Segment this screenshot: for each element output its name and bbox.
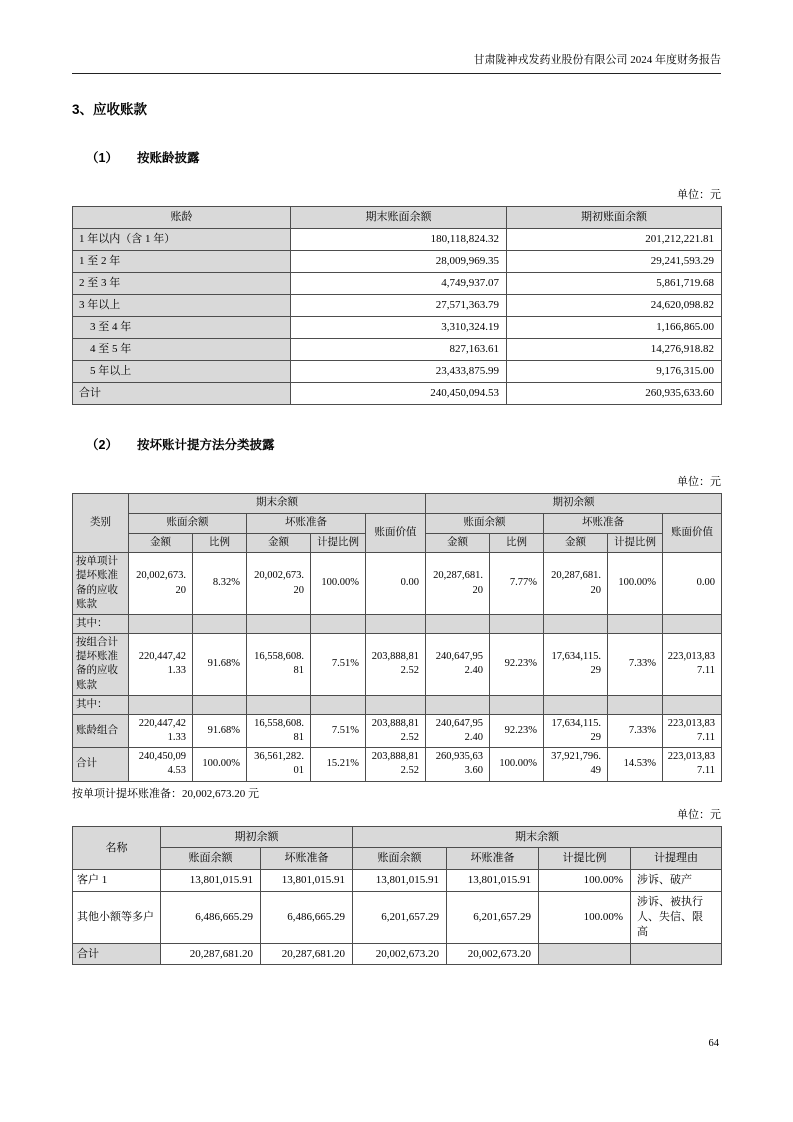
name-header-cell: 名称 (73, 826, 161, 870)
ratio-header-cell: 比例 (490, 534, 544, 553)
bad-debt-header-cell: 坏账准备 (544, 514, 663, 534)
empty-cell (663, 614, 722, 633)
amount-cell: 240,450,094.53 (291, 383, 507, 405)
amount-cell: 13,801,015.91 (353, 870, 447, 892)
row-label-cell: 按单项计提坏账准备的应收账款 (73, 553, 129, 615)
empty-cell (193, 614, 247, 633)
amount-cell: 6,201,657.29 (447, 892, 539, 944)
ratio-cell: 92.23% (490, 714, 544, 747)
table-row (73, 339, 722, 361)
section-title: 3、应收账款 (72, 102, 148, 117)
empty-cell (631, 943, 722, 965)
ratio-cell: 7.77% (490, 553, 544, 615)
amount-cell: 6,486,665.29 (261, 892, 353, 944)
amount-cell: 24,620,098.82 (507, 295, 722, 317)
subsection-method-label: 按坏账计提方法分类披露 (136, 438, 275, 452)
amount-cell: 3,310,324.19 (291, 317, 507, 339)
provision-ratio-header-cell: 计提比例 (311, 534, 366, 553)
empty-cell (129, 614, 193, 633)
amount-cell: 20,002,673.20 (247, 553, 311, 615)
aging-table (72, 206, 722, 405)
subtotal-divider-row (73, 695, 722, 714)
beginning-balance-header-cell: 期初账面余额 (507, 207, 722, 229)
book-value-cell: 223,013,837.11 (663, 748, 722, 781)
amount-cell: 4,749,937.07 (291, 273, 507, 295)
table-row (73, 634, 722, 696)
amount-cell: 13,801,015.91 (261, 870, 353, 892)
ratio-cell: 92.23% (490, 634, 544, 696)
table-row (73, 251, 722, 273)
book-value-cell: 223,013,837.11 (663, 634, 722, 696)
table-row (73, 295, 722, 317)
ratio-cell: 15.21% (311, 748, 366, 781)
total-label-cell: 合计 (73, 943, 161, 965)
row-label-cell: 3 至 4 年 (73, 317, 291, 339)
amount-cell: 180,118,824.32 (291, 229, 507, 251)
table-header-row (73, 826, 722, 848)
table-row (73, 229, 722, 251)
ratio-cell: 8.32% (193, 553, 247, 615)
amount-cell: 23,433,875.99 (291, 361, 507, 383)
empty-cell (539, 943, 631, 965)
subsection-aging-label: 按账龄披露 (136, 151, 200, 165)
empty-cell (663, 695, 722, 714)
amount-cell: 29,241,593.29 (507, 251, 722, 273)
row-label-cell: 其中： (73, 695, 129, 714)
row-label-cell: 3 年以上 (73, 295, 291, 317)
amount-cell: 20,002,673.20 (447, 943, 539, 965)
subsection-aging-title (86, 148, 721, 166)
table-row (73, 870, 722, 892)
row-label-cell: 账龄组合 (73, 714, 129, 747)
ratio-cell: 7.51% (311, 634, 366, 696)
table-row (73, 714, 722, 747)
table-row (73, 361, 722, 383)
row-label-cell: 客户 1 (73, 870, 161, 892)
ratio-cell: 14.53% (608, 748, 663, 781)
ratio-cell: 100.00% (539, 870, 631, 892)
beginning-group-header-cell: 期初余额 (161, 826, 353, 848)
empty-cell (426, 695, 490, 714)
book-value-cell: 0.00 (663, 553, 722, 615)
row-label-cell: 按组合计提坏账准备的应收账款 (73, 634, 129, 696)
subtotal-divider-row (73, 614, 722, 633)
amount-cell: 5,861,719.68 (507, 273, 722, 295)
amount-header-cell: 金额 (247, 534, 311, 553)
table-header-row (73, 207, 722, 229)
bad-debt-header-cell: 坏账准备 (261, 848, 353, 870)
empty-cell (129, 695, 193, 714)
table-row (73, 892, 722, 944)
amount-cell: 240,647,952.40 (426, 714, 490, 747)
empty-cell (247, 614, 311, 633)
amount-cell: 37,921,796.49 (544, 748, 608, 781)
ratio-cell: 91.68% (193, 714, 247, 747)
provision-ratio-header-cell: 计提比例 (608, 534, 663, 553)
amount-header-cell: 金额 (129, 534, 193, 553)
row-label-cell: 其他小额等多户 (73, 892, 161, 944)
subsection-method-title (86, 435, 721, 453)
table-total-row (73, 943, 722, 965)
row-label-cell: 1 至 2 年 (73, 251, 291, 273)
amount-cell: 28,009,969.35 (291, 251, 507, 273)
table-header-row (73, 494, 722, 514)
amount-cell: 17,634,115.29 (544, 714, 608, 747)
category-header-cell: 类别 (73, 494, 129, 553)
ending-group-header-cell: 期末余额 (129, 494, 426, 514)
empty-cell (366, 614, 426, 633)
ratio-cell: 100.00% (193, 748, 247, 781)
amount-cell: 260,935,633.60 (507, 383, 722, 405)
provision-ratio-header-cell: 计提比例 (539, 848, 631, 870)
table-row (73, 317, 722, 339)
unit-label-1: 单位：元 (677, 189, 721, 201)
amount-cell: 6,201,657.29 (353, 892, 447, 944)
amount-cell: 220,447,421.33 (129, 634, 193, 696)
individual-provision-note: 按单项计提坏账准备：20,002,673.20 元 (72, 787, 259, 800)
book-value-header-cell: 账面价值 (366, 514, 426, 553)
amount-cell: 16,558,608.81 (247, 634, 311, 696)
row-label-cell: 1 年以内（含 1 年） (73, 229, 291, 251)
reason-cell: 涉诉、被执行人、失信、限高 (631, 892, 722, 944)
table-row (73, 273, 722, 295)
amount-header-cell: 金额 (544, 534, 608, 553)
subsection-aging-number: （1） (86, 151, 118, 165)
total-label-cell: 合计 (73, 383, 291, 405)
amount-cell: 20,002,673.20 (129, 553, 193, 615)
book-balance-header-cell: 账面余额 (161, 848, 261, 870)
empty-cell (490, 614, 544, 633)
reason-cell: 涉诉、破产 (631, 870, 722, 892)
total-label-cell: 合计 (73, 748, 129, 781)
ending-balance-header-cell: 期末账面余额 (291, 207, 507, 229)
table-header-row (73, 514, 722, 534)
book-balance-header-cell: 账面余额 (353, 848, 447, 870)
amount-cell: 13,801,015.91 (161, 870, 261, 892)
book-value-cell: 203,888,812.52 (366, 714, 426, 747)
amount-header-cell: 金额 (426, 534, 490, 553)
row-label-cell: 4 至 5 年 (73, 339, 291, 361)
book-balance-header-cell: 账面余额 (129, 514, 247, 534)
ratio-cell: 7.33% (608, 714, 663, 747)
empty-cell (544, 695, 608, 714)
empty-cell (490, 695, 544, 714)
header-rule (72, 73, 721, 74)
empty-cell (426, 614, 490, 633)
empty-cell (193, 695, 247, 714)
ratio-cell: 100.00% (311, 553, 366, 615)
amount-cell: 20,287,681.20 (544, 553, 608, 615)
amount-cell: 260,935,633.60 (426, 748, 490, 781)
row-label-cell: 其中： (73, 614, 129, 633)
amount-cell: 9,176,315.00 (507, 361, 722, 383)
amount-cell: 240,450,094.53 (129, 748, 193, 781)
amount-cell: 17,634,115.29 (544, 634, 608, 696)
empty-cell (311, 695, 366, 714)
aging-header-cell: 账龄 (73, 207, 291, 229)
empty-cell (247, 695, 311, 714)
ratio-cell: 100.00% (490, 748, 544, 781)
amount-cell: 27,571,363.79 (291, 295, 507, 317)
amount-cell: 6,486,665.29 (161, 892, 261, 944)
empty-cell (311, 614, 366, 633)
amount-cell: 201,212,221.81 (507, 229, 722, 251)
ratio-cell: 7.51% (311, 714, 366, 747)
amount-cell: 20,287,681.20 (426, 553, 490, 615)
bad-debt-header-cell: 坏账准备 (247, 514, 366, 534)
book-value-cell: 203,888,812.52 (366, 634, 426, 696)
amount-cell: 220,447,421.33 (129, 714, 193, 747)
unit-label-3: 单位：元 (677, 808, 721, 821)
book-value-cell: 203,888,812.52 (366, 748, 426, 781)
table-row (73, 553, 722, 615)
book-value-cell: 223,013,837.11 (663, 714, 722, 747)
amount-cell: 20,287,681.20 (261, 943, 353, 965)
book-balance-header-cell: 账面余额 (426, 514, 544, 534)
page-number: 64 (708, 1038, 719, 1049)
table-total-row (73, 748, 722, 781)
subsection-method-number: （2） (86, 438, 118, 452)
unit-label-2: 单位：元 (677, 476, 721, 488)
ratio-cell: 100.00% (539, 892, 631, 944)
empty-cell (366, 695, 426, 714)
table-total-row (73, 383, 722, 405)
empty-cell (544, 614, 608, 633)
amount-cell: 13,801,015.91 (447, 870, 539, 892)
table-header-row (73, 848, 722, 870)
individual-provision-table (72, 826, 722, 966)
beginning-group-header-cell: 期初余额 (426, 494, 722, 514)
amount-cell: 36,561,282.01 (247, 748, 311, 781)
provision-reason-header-cell: 计提理由 (631, 848, 722, 870)
amount-cell: 827,163.61 (291, 339, 507, 361)
ending-group-header-cell: 期末余额 (353, 826, 722, 848)
amount-cell: 1,166,865.00 (507, 317, 722, 339)
amount-cell: 16,558,608.81 (247, 714, 311, 747)
book-value-header-cell: 账面价值 (663, 514, 722, 553)
empty-cell (608, 695, 663, 714)
ratio-cell: 100.00% (608, 553, 663, 615)
amount-cell: 20,287,681.20 (161, 943, 261, 965)
amount-cell: 14,276,918.82 (507, 339, 722, 361)
empty-cell (608, 614, 663, 633)
amount-cell: 20,002,673.20 (353, 943, 447, 965)
row-label-cell: 5 年以上 (73, 361, 291, 383)
amount-cell: 240,647,952.40 (426, 634, 490, 696)
book-value-cell: 0.00 (366, 553, 426, 615)
ratio-cell: 91.68% (193, 634, 247, 696)
bad-debt-method-table (72, 493, 722, 782)
ratio-cell: 7.33% (608, 634, 663, 696)
doc-header-title: 甘肃陇神戎发药业股份有限公司 2024 年度财务报告 (473, 54, 721, 66)
bad-debt-header-cell: 坏账准备 (447, 848, 539, 870)
ratio-header-cell: 比例 (193, 534, 247, 553)
row-label-cell: 2 至 3 年 (73, 273, 291, 295)
